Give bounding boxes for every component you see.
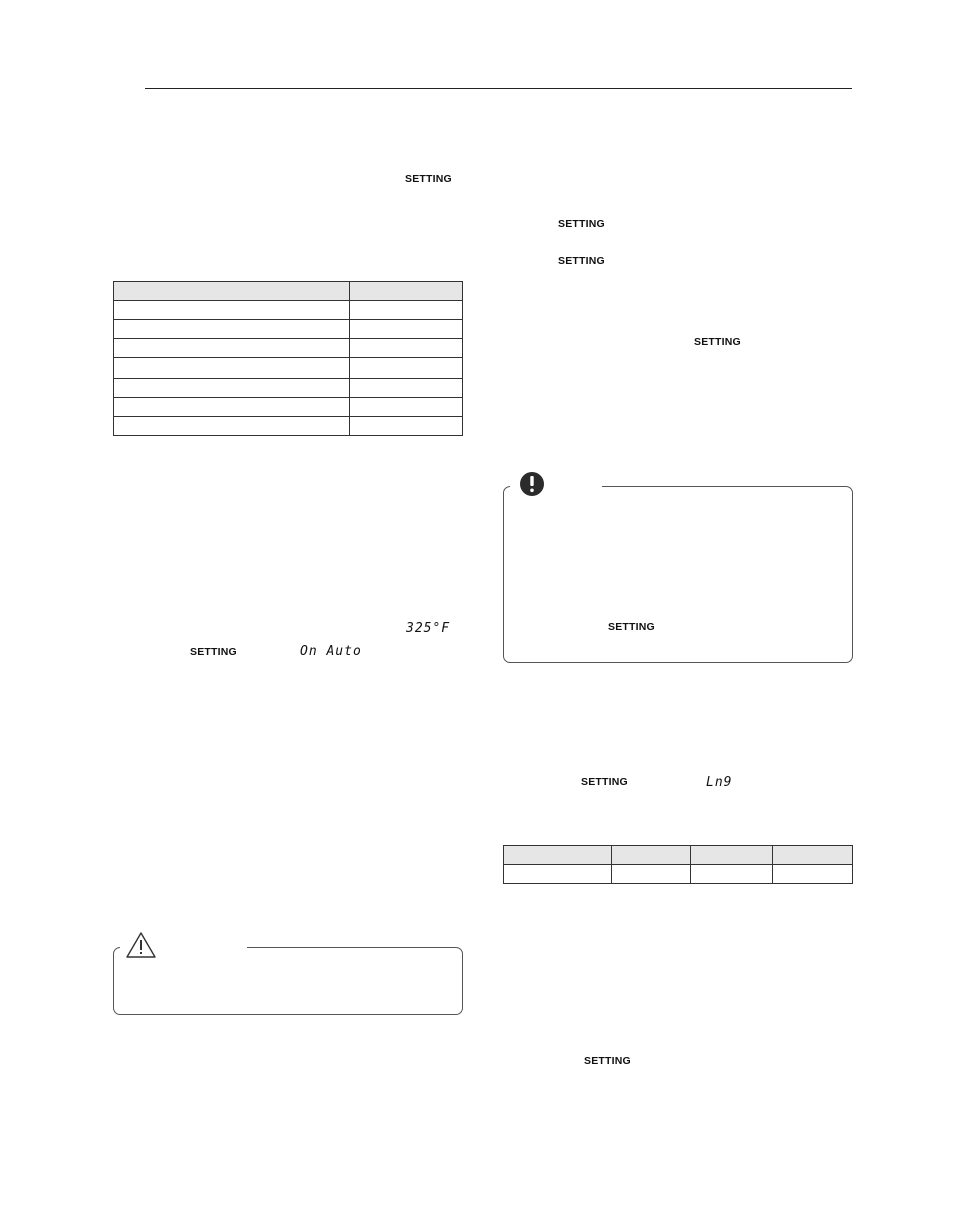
setting-key-label: SETTING	[694, 336, 741, 348]
options-table-left	[113, 281, 463, 436]
setting-key-label: SETTING	[558, 255, 605, 267]
table-row	[114, 417, 463, 436]
header-rule	[145, 88, 852, 89]
setting-key-label: SETTING	[558, 218, 605, 230]
setting-key-label: SETTING	[608, 621, 655, 633]
language-display: Ln9	[706, 775, 733, 790]
note-box	[503, 486, 853, 663]
table-row	[114, 320, 463, 339]
exclamation-circle-icon	[519, 471, 545, 497]
table-row	[114, 358, 463, 379]
on-auto-display: On Auto	[300, 644, 362, 659]
setting-key-label: SETTING	[581, 776, 628, 788]
caution-box	[113, 947, 463, 1015]
warning-triangle-icon	[125, 931, 157, 959]
table-row	[114, 339, 463, 358]
table-header-row	[114, 282, 463, 301]
table-row	[114, 301, 463, 320]
table-header-row	[504, 846, 853, 865]
table-row	[114, 379, 463, 398]
table-row	[114, 398, 463, 417]
options-table-right	[503, 845, 853, 884]
setting-key-label: SETTING	[190, 646, 237, 658]
table-row	[504, 865, 853, 884]
temperature-display: 325°F	[406, 621, 451, 636]
setting-key-label: SETTING	[405, 173, 452, 185]
setting-key-label: SETTING	[584, 1055, 631, 1067]
